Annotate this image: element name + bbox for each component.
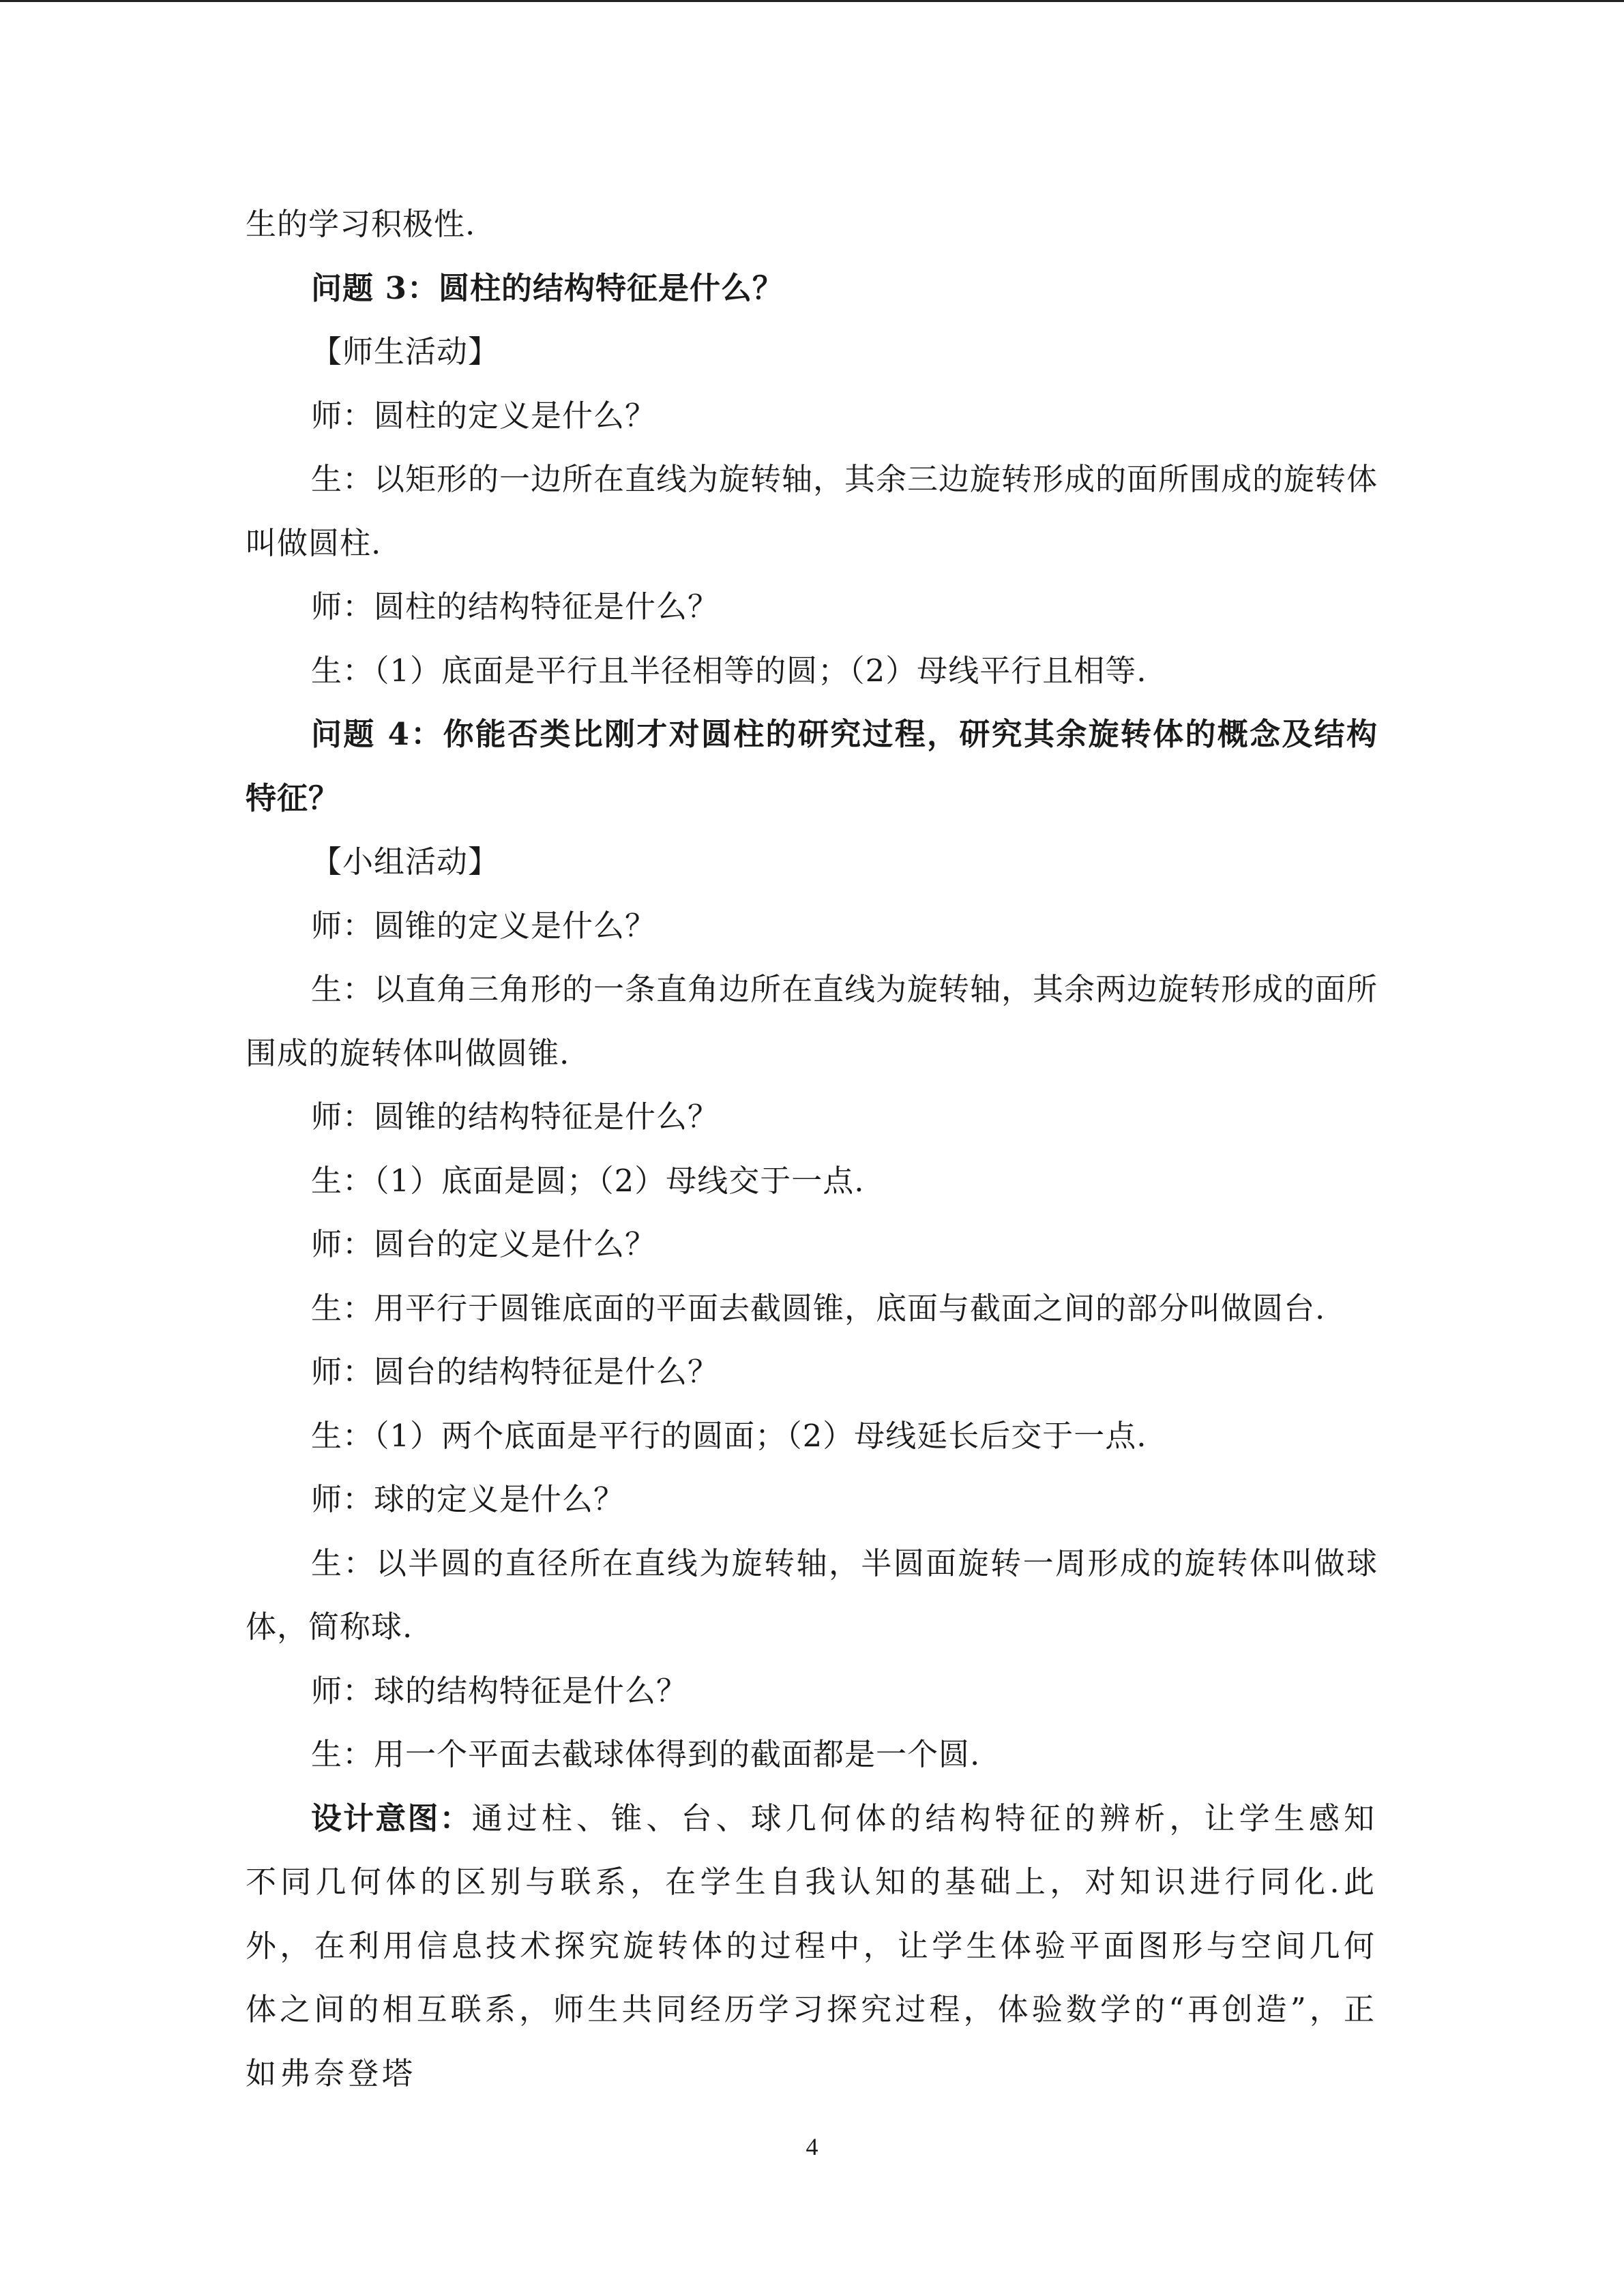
student-line: 生：用一个平面去截球体得到的截面都是一个圆.	[311, 1736, 981, 1772]
student-line: 生：以半圆的直径所在直线为旋转轴，半圆面旋转一周形成的旋转体叫做球体，简称球.	[246, 1545, 1378, 1645]
teacher-line: 师：圆锥的结构特征是什么？	[311, 1099, 720, 1135]
student-line: 生：用平行于圆锥底面的平面去截圆锥，底面与截面之间的部分叫做圆台.	[311, 1289, 1326, 1326]
teacher-line: 师：球的定义是什么？	[311, 1481, 625, 1517]
teacher-line: 师：圆柱的定义是什么？	[311, 397, 657, 434]
teacher-line: 师：圆台的定义是什么？	[311, 1226, 657, 1262]
document-body	[246, 192, 1378, 2105]
teacher-student-activity-label: 【师生活动】	[311, 333, 500, 370]
teacher-line: 师：球的结构特征是什么？	[311, 1672, 688, 1709]
student-line: 生：以直角三角形的一条直角边所在直线为旋转轴，其余两边旋转形成的面所围成的旋转体叫做圆锥.	[246, 971, 1378, 1071]
design-intent-paragraph	[246, 1787, 1378, 2106]
teacher-line: 师：圆台的结构特征是什么？	[311, 1354, 720, 1390]
student-line: 生：（1）底面是圆；（2）母线交于一点.	[311, 1162, 865, 1199]
teacher-line: 师：圆柱的结构特征是什么？	[311, 588, 720, 625]
design-intent-label: 设计意图：	[311, 1800, 472, 1836]
group-activity-label: 【小组活动】	[311, 844, 500, 880]
top-border-line	[0, 0, 1624, 2]
student-line: 生：（1）底面是平行且半径相等的圆；（2）母线平行且相等.	[311, 652, 1147, 689]
paragraph-continuation: 生的学习积极性.	[246, 206, 476, 242]
question-4-heading: 问题 4：你能否类比刚才对圆柱的研究过程，研究其余旋转体的概念及结构特征？	[246, 716, 1378, 816]
student-line: 生：（1）两个底面是平行的圆面；（2）母线延长后交于一点.	[311, 1417, 1147, 1454]
question-3-heading: 问题 3：圆柱的结构特征是什么？	[311, 269, 784, 306]
design-intent-text: 通过柱、锥、台、球几何体的结构特征的辨析，让学生感知不同几何体的区别与联系，在学生自我认知的基础上，对知识进行同化.此外，在利用信息技术探究旋转体的过程中，让学生体验平面图形与空间几何体之间的相互联系，师生共同经历学习探究过程，体验数学的“再创造”，正如弗奈登塔	[246, 1800, 1378, 2091]
page-number: 4	[806, 2133, 818, 2160]
teacher-line: 师：圆锥的定义是什么？	[311, 907, 657, 944]
student-line: 生：以矩形的一边所在直线为旋转轴，其余三边旋转形成的面所围成的旋转体叫做圆柱.	[246, 461, 1378, 561]
